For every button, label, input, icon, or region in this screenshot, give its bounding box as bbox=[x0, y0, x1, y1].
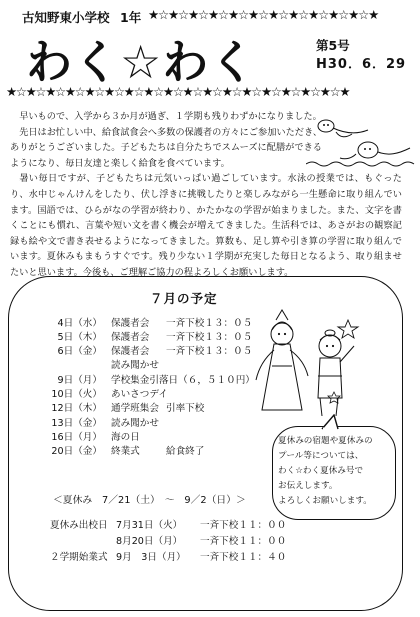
event-name: 終業式 bbox=[111, 446, 140, 457]
issue-number: 第5号 bbox=[316, 38, 350, 53]
event-date: 4日（水） bbox=[57, 318, 102, 329]
summer-row-label: 夏休み出校日 bbox=[50, 520, 108, 531]
summer-row-date: 7月31日（火） bbox=[116, 520, 183, 531]
paragraph-2: 先日はお忙しい中、給食試食会へ多数の保護者の方々にご参加いただき、ありがとうございました。子どもたちは自分たちでスムーズに配膳ができるようになり、毎日友達と楽しく給食を食べています。 bbox=[10, 126, 323, 169]
event-date: 9日（月） bbox=[57, 375, 102, 386]
grade-label: 1年 bbox=[120, 10, 142, 25]
event-name: 読み聞かせ bbox=[111, 418, 159, 429]
summer-row-time: 一斉下校１１：００ bbox=[200, 536, 287, 547]
paragraph-3: 暑い毎日ですが、子どもたちは元気いっぱい過ごしています。水泳の授業では、もぐったり、水中じゃんけんをしたり、伏し浮きに挑戦したりと楽しみながら一生懸命に取り組んでいます。国語では、ひらがなの学習が終わり、かたかなの学習が始まりました。また、文字を書くことにも慣れ、言葉や短い文を書く機会が増えてきました。生活科では、あさがおの観察記録も絵や文で書き表せるようになってきました。算数も、足し算や引き算の学習に取り組んでいます。夏休みもまもうすぐです。残り少ない１学期が充実した毎日となるよう、取り組ませたいと思います。今後も、ご理解ご協力の程よろしくお願いします。 bbox=[10, 173, 402, 278]
notice-line: プール等については、 bbox=[278, 451, 364, 461]
summer-vacation-period: ＜夏休み 7／21（土） ～ 9／2（日）＞ bbox=[53, 495, 246, 506]
event-name: 学校集金引落日（６，５１０円） bbox=[111, 375, 255, 386]
event-name: 通学班集会 bbox=[111, 403, 159, 414]
notice-line: わく☆わく夏休み号で bbox=[278, 466, 364, 476]
event-name: 海の日 bbox=[111, 432, 140, 443]
event-note: 引率下校 bbox=[166, 403, 205, 414]
notice-text bbox=[278, 434, 394, 509]
event-note: 一斉下校１３：０５ bbox=[166, 346, 253, 357]
summer-row-date: 9月 3日（月） bbox=[116, 552, 186, 563]
summer-row-time: 一斉下校１１：４０ bbox=[200, 552, 287, 563]
event-date: 5日（木） bbox=[57, 332, 102, 343]
summer-row-time: 一斉下校１１：００ bbox=[200, 520, 287, 531]
notice-line: 夏休みの宿題や夏休みの bbox=[278, 436, 373, 446]
event-name: 保護者会 bbox=[111, 332, 150, 343]
notice-line: お伝えします。 bbox=[278, 481, 338, 491]
event-note: 一斉下校１３：０５ bbox=[166, 318, 253, 329]
event-name: 保護者会 bbox=[111, 346, 150, 357]
event-date: 10日（火） bbox=[51, 389, 102, 400]
summer-row-date: 8月20日（月） bbox=[116, 536, 183, 547]
notice-line: よろしくお願いします。 bbox=[278, 496, 372, 506]
event-date: 20日（金） bbox=[51, 446, 102, 457]
newsletter-title: わく☆わく bbox=[26, 35, 257, 89]
bubble-tail bbox=[320, 414, 344, 430]
school-name: 古知野東小学校 bbox=[22, 10, 110, 25]
event-name: あいさつデイ bbox=[111, 389, 168, 400]
event-date: 6日（金） bbox=[57, 346, 102, 357]
event-note: 一斉下校１３：０５ bbox=[166, 332, 253, 343]
event-date: 13日（金） bbox=[51, 418, 102, 429]
class-report bbox=[10, 109, 402, 281]
event-date: 12日（木） bbox=[51, 403, 102, 414]
star-border-bottom: ★☆★☆★☆★☆★☆★☆★☆★☆★☆★☆★☆★☆★☆★☆★☆★☆★☆★ bbox=[6, 84, 350, 99]
event-list bbox=[16, 315, 276, 465]
orihime-hikoboshi-illustration-icon bbox=[252, 306, 364, 424]
schedule-title: ７月の予定 bbox=[150, 291, 218, 306]
issue-date: H30．6．29 bbox=[316, 57, 407, 72]
star-border-top: ★☆★☆★☆★☆★☆★☆★☆★☆★☆★☆★☆★ bbox=[148, 7, 379, 22]
event-note: 給食終了 bbox=[166, 446, 205, 457]
event-name: 読み聞かせ bbox=[111, 360, 159, 371]
event-name: 保護者会 bbox=[111, 318, 150, 329]
paragraph-1: 早いもので、入学から３か月が過ぎ、１学期も残りわずかになりました。 bbox=[19, 111, 322, 122]
event-date: 16日（月） bbox=[51, 432, 102, 443]
summer-row-label: ２学期始業式 bbox=[50, 552, 108, 563]
